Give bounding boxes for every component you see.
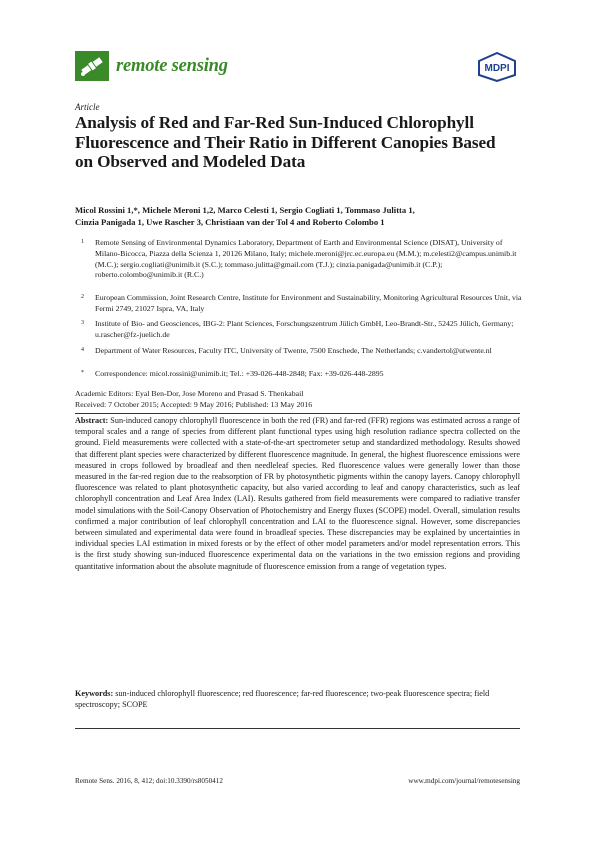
abstract-label: Abstract:: [75, 416, 109, 425]
affiliation-text: Institute of Bio- and Geosciences, IBG-2: Plant Sciences, Forschungszentrum Jülich GmbH, Leo-Brandt-Str., 52425 Jülich, Germany; u.rascher@fz-juelich.de: [95, 319, 514, 339]
divider: [75, 728, 520, 729]
affiliation-item: [75, 238, 525, 281]
journal-url[interactable]: www.mdpi.com/journal/remotesensing: [408, 777, 520, 785]
keywords-label: Keywords:: [75, 689, 114, 698]
publication-dates: Received: 7 October 2015; Accepted: 9 May 2016; Published: 13 May 2016: [75, 400, 313, 409]
affiliation-item: [75, 346, 525, 357]
affiliation-text: European Commission, Joint Research Centre, Institute for Environment and Sustainability, Monitoring Agricultural Resources Unit, via Fermi 2749, 21027 Ispra, VA, Italy: [95, 293, 522, 313]
satellite-icon: [75, 51, 109, 81]
article-type-label: Article: [75, 102, 100, 112]
mdpi-logo: [476, 52, 518, 87]
affiliation-number: 4: [81, 347, 84, 353]
citation: Remote Sens. 2016, 8, 412; doi:10.3390/rs8050412: [75, 777, 223, 785]
journal-name: remote sensing: [116, 55, 228, 76]
affiliation-text: Department of Water Resources, Faculty ITC, University of Twente, 7500 Enschede, The Netherlands; c.vandertol@utwente.nl: [95, 346, 492, 355]
divider: [75, 413, 520, 414]
abstract: [75, 415, 520, 572]
affiliation-number: 3: [81, 320, 84, 326]
author-line: Cinzia Panigada 1, Uwe Rascher 3, Christiaan van der Tol 4 and Roberto Colombo 1: [75, 216, 385, 227]
author-line: Micol Rossini 1,*, Michele Meroni 1,2, Marco Celesti 1, Sergio Cogliati 1, Tommaso Julitta 1,: [75, 205, 415, 215]
keywords: [75, 688, 520, 710]
affiliation-text: Correspondence: micol.rossini@unimib.it; Tel.: +39-026-448-2848; Fax: +39-026-448-2895: [95, 369, 384, 378]
affiliation-text: Remote Sensing of Environmental Dynamics Laboratory, Department of Earth and Environmental Science (DISAT), University of Milano-Bicocca, Piazza della Scienza 1, 20126 Milano, Italy; michele.meroni@jrc.ec.europa.eu (M.M.); m.celesti2@campus.unimib.it (M.C.); sergio.cogliati@unimib.it (S.C.); tommaso.julitta@gmail.com (T.J.); cinzia.panigada@unimib.it (C.P.); roberto.colombo@unimib.it (R.C.): [95, 238, 517, 280]
keywords-text: sun-induced chlorophyll fluorescence; red fluorescence; far-red fluorescence; two-peak fluorescence spectra; field spectroscopy; SCOPE: [75, 689, 490, 710]
journal-logo: [75, 51, 228, 81]
affiliation-number: 1: [81, 239, 84, 245]
correspondence: [75, 369, 525, 380]
academic-editors: Academic Editors: Eyal Ben-Dor, Jose Moreno and Prasad S. Thenkabail: [75, 389, 304, 398]
author-list: [75, 205, 525, 228]
affiliation-item: [75, 319, 525, 341]
abstract-text: Sun-induced canopy chlorophyll fluorescence in both the red (FR) and far-red (FFR) regions was estimated across a range of temporal scales and a range of species from different plant functional types using high resolution radiance spectra collected on the ground. Field measurements were collected with a state-of-the-art spectrometer setup and standardized methodology. Results showed that different plant species were characterized by different fluorescence magnitude. In general, the highest fluorescence emissions were measured in crops followed by broadleaf and then needleleaf species. Red fluorescence values were generally lower than those measured in the far-red region due to the reabsorption of FR by photosynthetic pigments within the canopy layers. Canopy chlorophyll fluorescence was related to plant photosynthetic capacity, but also varied according to leaf and canopy characteristics, such as leaf chlorophyll concentration and Leaf Area Index (LAI). Results gathered from field measurements were compared to radiative transfer model simulations with the Soil-Canopy Observation of Photochemistry and Energy fluxes (SCOPE) model. Overall, simulation results confirmed a major contribution of leaf chlorophyll concentration and LAI to the fluorescence signal. However, some discrepancies between simulated and experimental data were found in broadleaf species. These discrepancies may be explained by uncertainties in individual species LAI estimation in mixed forests or by the effect of other model parameters and/or model representation errors. This is the first study showing sun-induced fluorescence experimental data on the variations in the two emission regions and providing quantitative information about the absolute magnitude of fluorescence emission from a range of vegetation types.: [75, 416, 521, 571]
affiliation-number: *: [81, 370, 84, 376]
affiliation-item: [75, 293, 525, 315]
svg-text:MDPI: MDPI: [484, 63, 510, 74]
page-title: Analysis of Red and Far-Red Sun-Induced Chlorophyll Fluorescence and Their Ratio in Different Canopies Based on Observed and Modeled Data: [75, 113, 496, 172]
affiliation-number: 2: [81, 294, 84, 300]
